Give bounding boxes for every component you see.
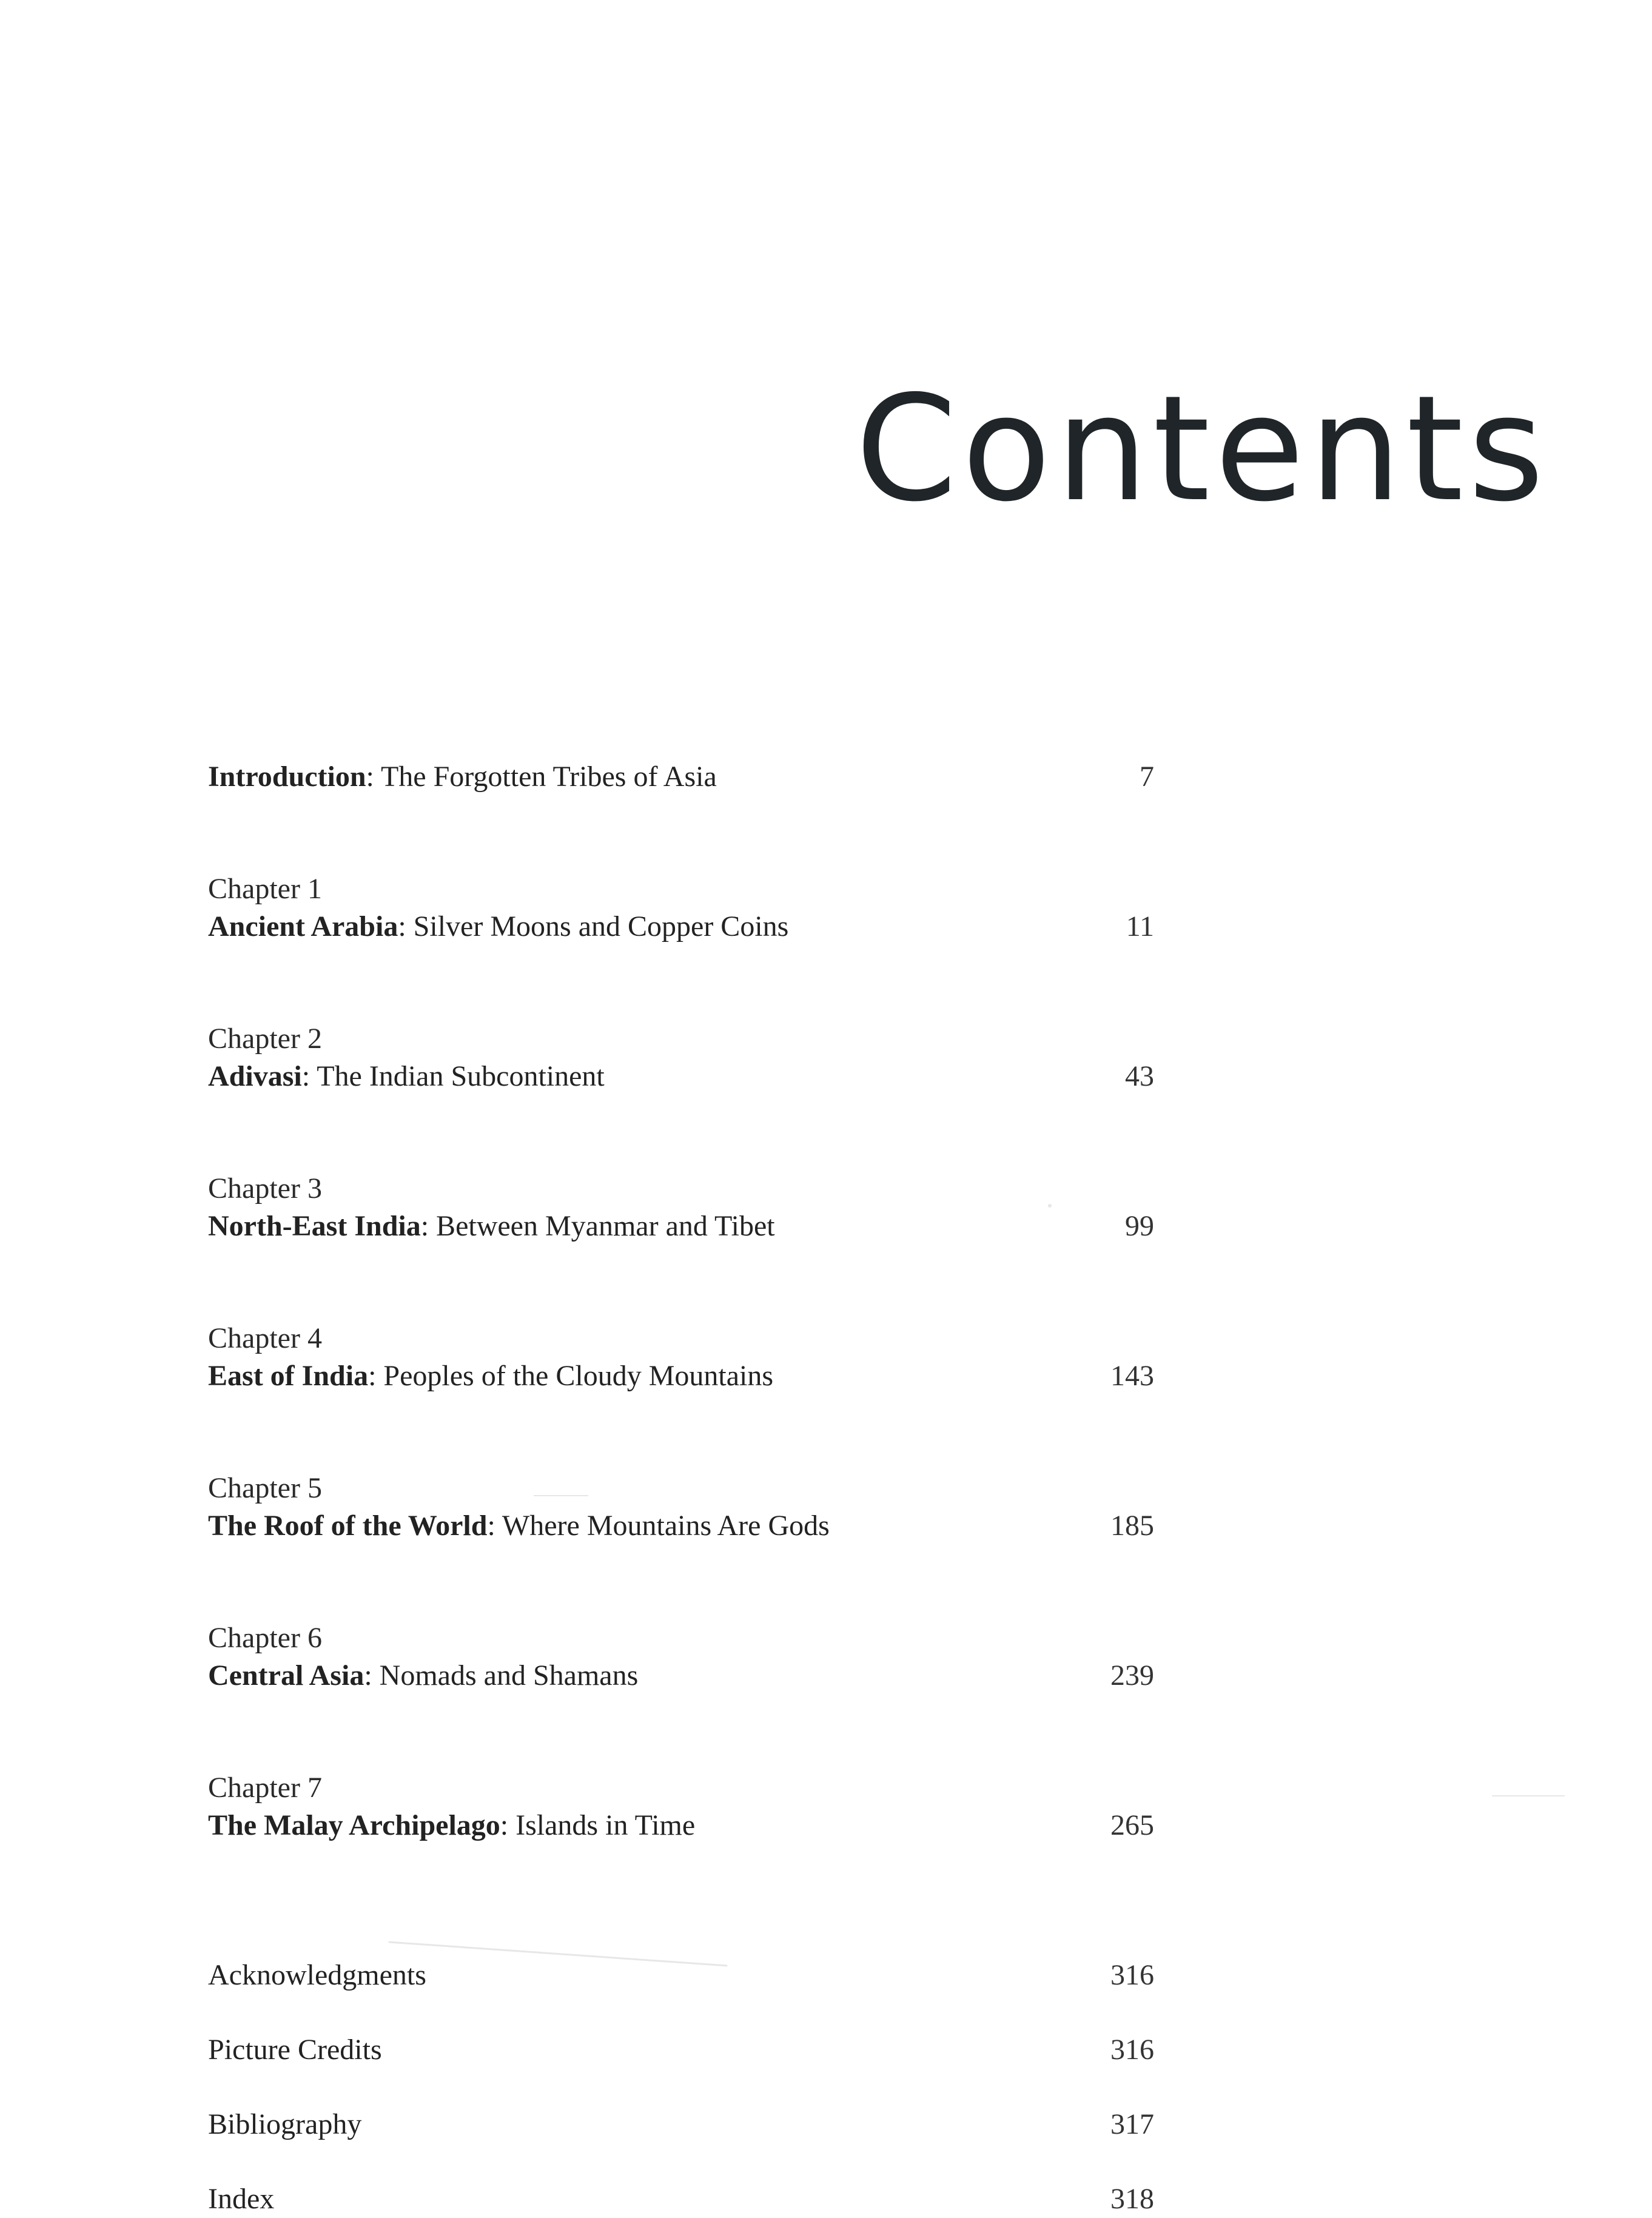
toc-entry-title <box>208 1807 1154 1844</box>
toc-entry-index[interactable] <box>208 2180 1154 2218</box>
toc-entry-chapter-4[interactable] <box>208 1320 1154 1395</box>
toc-entry-title <box>208 908 1154 946</box>
toc-entry-title <box>208 1657 1154 1695</box>
chapter-label: Chapter 2 <box>208 1023 322 1055</box>
toc-entry-title: Bibliography <box>208 2108 362 2140</box>
chapter-label: Chapter 7 <box>208 1772 322 1804</box>
scan-artifact-dot <box>1048 1204 1052 1208</box>
toc-entry-title <box>208 1357 1154 1395</box>
toc-entry-title-bold: Introduction <box>208 761 366 793</box>
scan-artifact-line <box>534 1495 588 1496</box>
toc-entry-title: Index <box>208 2183 275 2215</box>
toc-entry-chapter-3[interactable] <box>208 1170 1154 1245</box>
toc-entry-title-rest: : The Indian Subcontinent <box>301 1060 605 1092</box>
toc-page-number: 316 <box>1110 1959 1154 1991</box>
toc-entry-title-bold: North-East India <box>208 1210 421 1242</box>
toc-entry-title-rest: : Islands in Time <box>500 1809 696 1841</box>
chapter-label: Chapter 6 <box>208 1622 322 1654</box>
toc-entry-title: Picture Credits <box>208 2034 382 2066</box>
chapter-label: Chapter 4 <box>208 1322 322 1354</box>
toc-entry-title <box>208 1507 1154 1545</box>
toc-entry-chapter-1[interactable] <box>208 870 1154 946</box>
toc-page-number: 185 <box>1110 1510 1154 1542</box>
toc-entry-title <box>208 1058 1154 1095</box>
toc-entry-chapter-7[interactable] <box>208 1769 1154 1844</box>
toc-entry-title-rest: : Nomads and Shamans <box>364 1659 639 1692</box>
toc-page-number: 43 <box>1125 1060 1154 1092</box>
toc-entry-title <box>208 1208 1154 1245</box>
toc-entry-title-rest: : Where Mountains Are Gods <box>487 1510 830 1542</box>
chapter-label: Chapter 3 <box>208 1172 322 1205</box>
toc-entry-title-bold: East of India <box>208 1360 369 1392</box>
toc-page-number: 239 <box>1110 1659 1154 1692</box>
toc-entry-introduction[interactable] <box>208 758 1154 796</box>
toc-page-number: 317 <box>1110 2108 1154 2140</box>
toc-entry-chapter-5[interactable] <box>208 1470 1154 1545</box>
table-of-contents <box>208 758 1154 2218</box>
toc-entry-title-bold: The Roof of the World <box>208 1510 488 1542</box>
toc-entry-title-bold: Ancient Arabia <box>208 910 398 943</box>
toc-page-number: 318 <box>1110 2183 1154 2215</box>
toc-page-number: 7 <box>1140 761 1154 793</box>
toc-entry-title-rest: : Between Myanmar and Tibet <box>420 1210 775 1242</box>
toc-entry-chapter-6[interactable] <box>208 1619 1154 1695</box>
toc-entry-title-bold: Adivasi <box>208 1060 302 1092</box>
toc-entry-title-rest: : Peoples of the Cloudy Mountains <box>368 1360 774 1392</box>
toc-entry-title <box>208 758 1154 796</box>
toc-page-number: 143 <box>1110 1360 1154 1392</box>
toc-page-number: 265 <box>1110 1809 1154 1841</box>
toc-entry-picture-credits[interactable] <box>208 2031 1154 2069</box>
toc-entry-title-rest: : Silver Moons and Copper Coins <box>398 910 789 943</box>
scan-artifact-line <box>1492 1795 1565 1796</box>
toc-page-number: 99 <box>1125 1210 1154 1242</box>
page-title: Contents <box>855 364 1549 534</box>
chapter-label: Chapter 1 <box>208 873 322 905</box>
toc-entry-title: Acknowledgments <box>208 1959 426 1991</box>
toc-page-number: 316 <box>1110 2034 1154 2066</box>
toc-entry-bibliography[interactable] <box>208 2106 1154 2143</box>
toc-entry-title-bold: Central Asia <box>208 1659 364 1692</box>
toc-entry-title-rest: : The Forgotten Tribes of Asia <box>366 761 717 793</box>
chapter-label: Chapter 5 <box>208 1472 322 1504</box>
toc-page-number: 11 <box>1126 910 1154 943</box>
toc-entry-chapter-2[interactable] <box>208 1020 1154 1095</box>
toc-entry-title-bold: The Malay Archipelago <box>208 1809 500 1841</box>
